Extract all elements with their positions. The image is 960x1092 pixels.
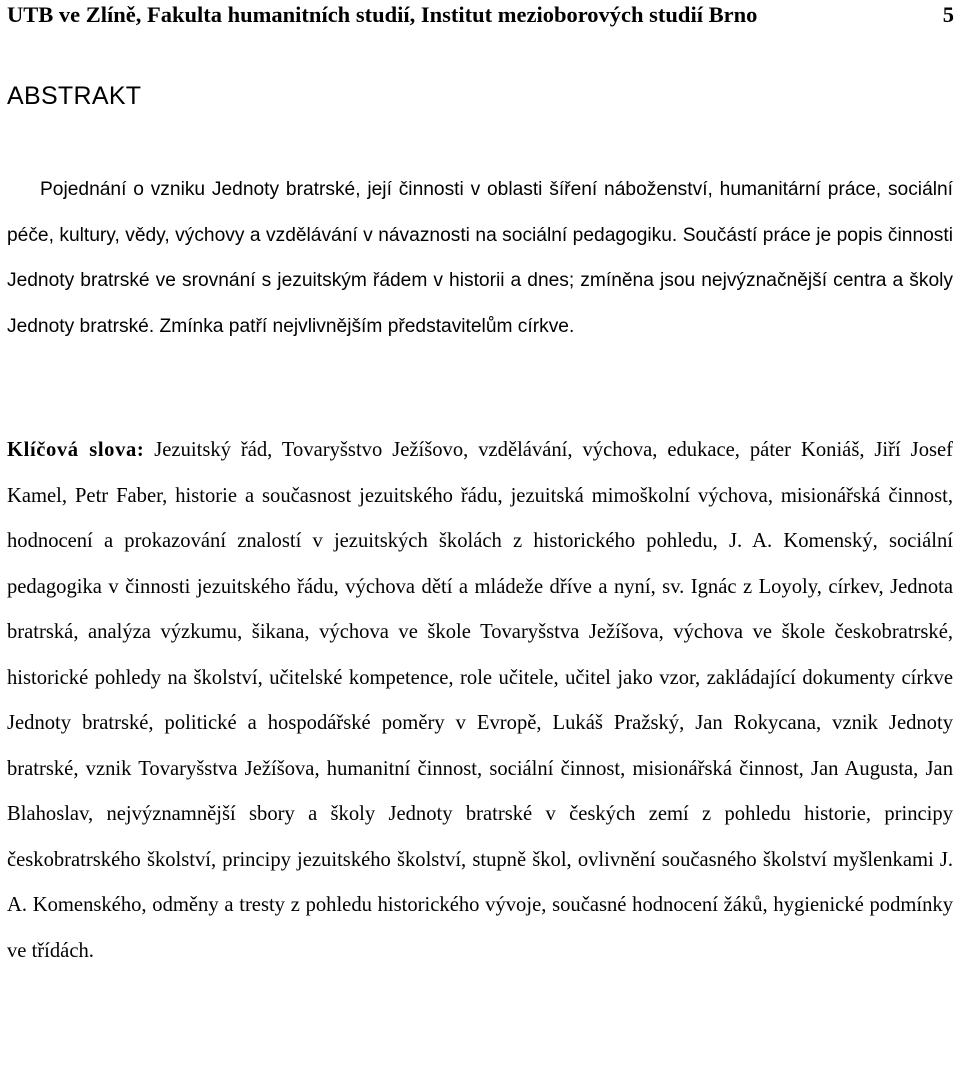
abstract-paragraph: Pojednání o vzniku Jednoty bratrské, její činnosti v oblasti šíření náboženství, humanitární práce, sociální péče, kultury, vědy, výchovy a vzdělávání v návaznosti na sociální pedagogiku. Součástí práce je popis činnosti Jednoty bratrské ve srovnání s jezuitským řádem v historii a dnes; zmíněna jsou nejvýznačnější centra a školy Jednoty bratrské. Zmínka patří nejvlivnějším představitelům církve. [7, 179, 953, 337]
keywords-text: Jezuitský řád, Tovaryšstvo Ježíšovo, vzdělávání, výchova, edukace, páter Koniáš, Jiří Josef Kamel, Petr Faber, historie a současnost jezuitského řádu, jezuitská mimoškolní výchova, misionářská činnost, hodnocení a prokazování znalostí v jezuitských školách z historického pohledu, J. A. Komenský, sociální pedagogika v činnosti jezuitského řádu, výchova dětí a mládeže dříve a nyní, sv. Ignác z Loyoly, církev, Jednota bratrská, analýza výzkumu, šikana, výchova ve škole Tovaryšstva Ježíšova, výchova ve škole českobratrské, historické pohledy na školství, učitelské kompetence, role učitele, učitel jako vzor, zakládající dokumenty církve Jednoty bratrské, politické a hospodářské poměry v Evropě, Lukáš Pražský, Jan Rokycana, vznik Jednoty bratrské, vznik Tovaryšstva Ježíšova, humanitní činnost, sociální činnost, misionářská činnost, Jan Augusta, Jan Blahoslav, nejvýznamnější sbory a školy Jednoty bratrské v českých zemí z pohledu historie, principy českobratrského školství, principy jezuitského školství, stupně škol, ovlivnění současného školství myšlenkami J. A. Komenského, odměny a tresty z pohledu historického vývoje, současné hodnocení žáků, hygienické podmínky ve třídách. [7, 439, 953, 962]
running-header [7, 2, 954, 28]
header-institution: UTB ve Zlíně, Fakulta humanitních studií, Institut mezioborových studií Brno [7, 2, 758, 27]
page-number: 5 [942, 2, 954, 27]
keywords-label: Klíčová slova: [7, 439, 145, 461]
section-title: ABSTRAKT [7, 82, 142, 110]
keywords-paragraph [7, 428, 953, 974]
